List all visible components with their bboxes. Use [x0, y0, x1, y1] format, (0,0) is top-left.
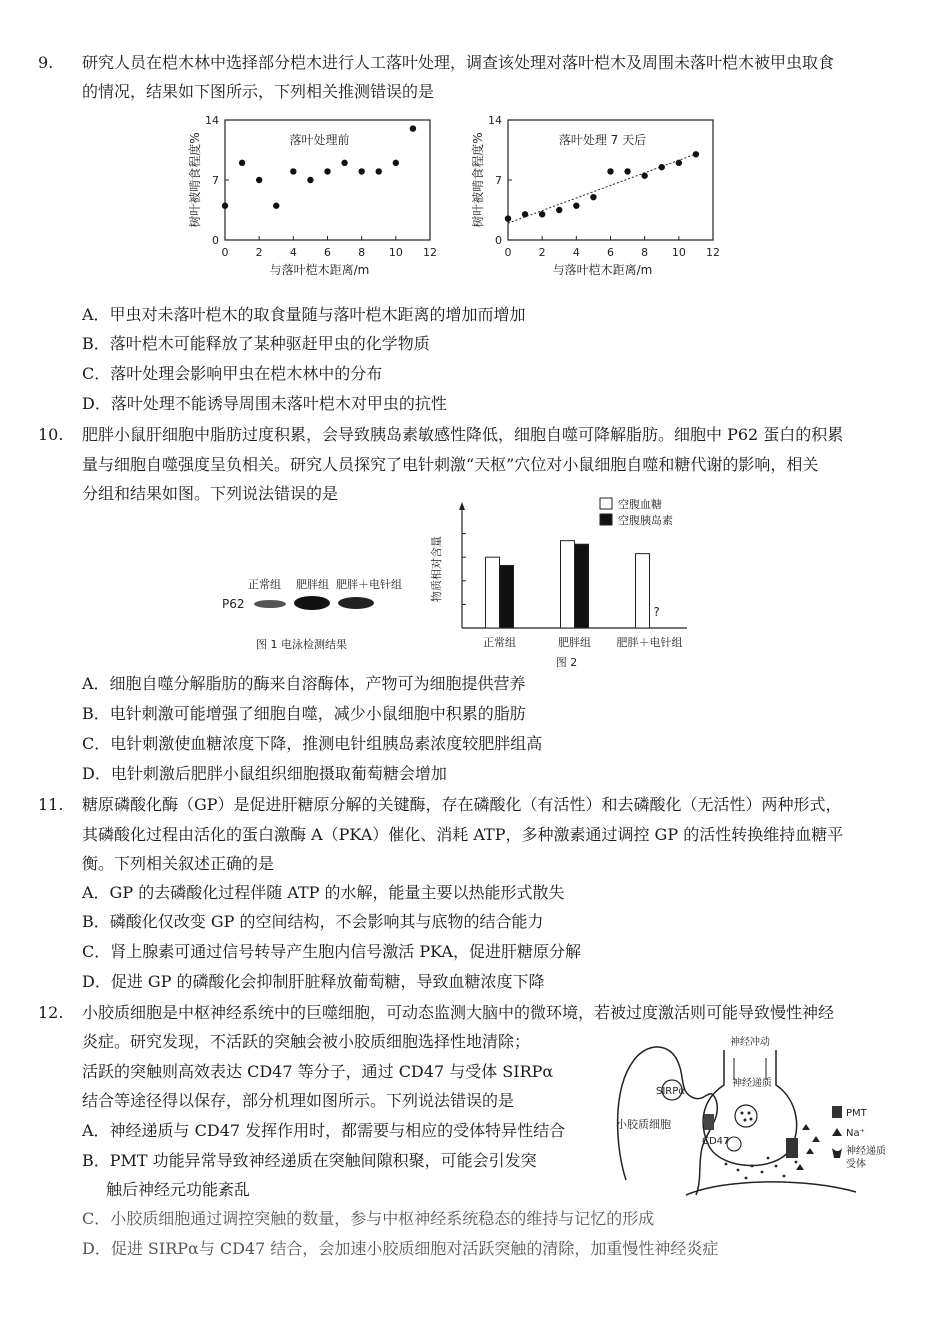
cd47-label: CD47	[702, 1136, 730, 1147]
na-ions	[796, 1124, 820, 1170]
postsynaptic-membrane	[686, 1182, 856, 1195]
q10-option-c: C．电针刺激使血糖浓度下降，推测电针组胰岛素浓度较肥胖组高	[82, 734, 543, 753]
q10-stem-line2: 量与细胞自噬强度呈负相关。研究人员探究了电针刺激“天枢”穴位对小鼠细胞自噬和糖代谢的影响，相关	[82, 455, 819, 474]
data-point	[410, 125, 416, 131]
bar	[500, 565, 514, 628]
bar-annotation: ?	[653, 605, 660, 619]
q9-option-a: A．甲虫对未落叶桤木的取食量随与落叶桤木距离的增加而增加	[82, 305, 526, 324]
data-point	[341, 160, 347, 166]
legend-receptor-icon	[832, 1148, 842, 1158]
x-tick-label: 2	[255, 246, 263, 259]
category-label: 肥胖＋电针组	[616, 636, 683, 649]
x-tick-label: 4	[572, 246, 580, 259]
band-normal	[254, 600, 286, 608]
x-axis-label: 与落叶桤木距离/m	[269, 263, 370, 277]
chart-title: 图 2	[555, 656, 578, 669]
x-tick-label: 6	[607, 246, 614, 259]
chart-title: 落叶处理前	[289, 133, 350, 147]
x-tick-label: 4	[289, 246, 297, 259]
data-point	[307, 177, 313, 183]
legend-receptor: 受体	[846, 1159, 866, 1170]
data-point	[358, 168, 364, 174]
x-tick-label: 10	[671, 246, 686, 259]
legend-swatch	[600, 514, 612, 525]
data-point	[676, 160, 682, 166]
data-point	[222, 203, 228, 209]
legend-na: Na⁺	[846, 1128, 865, 1139]
data-point	[659, 164, 665, 170]
y-tick-label: 14	[205, 114, 219, 127]
q12-option-b-line1: B．PMT 功能异常导致神经递质在突触间隙积聚，可能会引发突	[82, 1151, 537, 1170]
q11-stem-line1: 糖原磷酸化酶（GP）是促进肝糖原分解的关键酶，存在磷酸化（有活性）和去磷酸化（无活性）两种形式，	[82, 795, 842, 814]
data-point	[393, 160, 399, 166]
electrophoresis-figure	[218, 570, 418, 655]
q12-option-c: C．小胶质细胞通过调控突触的数量，参与中枢神经系统稳态的维持与记忆的形成	[82, 1209, 655, 1228]
band-obese	[294, 596, 330, 610]
q9-option-d: D．落叶处理不能诱导周围未落叶桤木对甲虫的抗性	[82, 394, 447, 413]
data-point	[607, 168, 613, 174]
data-point	[256, 177, 262, 183]
bar	[561, 541, 575, 628]
q12-stem-line1: 小胶质细胞是中枢神经系统中的巨噬细胞，可动态监测大脑中的微环境，若被过度激活则可能导致慢性神经	[82, 1003, 835, 1022]
legend-na-icon	[832, 1128, 842, 1136]
q10-option-a: A．细胞自噬分解脂肪的酶来自溶酶体，产物可为细胞提供营养	[82, 674, 526, 693]
x-tick-label: 6	[324, 246, 331, 259]
q9-number: 9.	[38, 53, 54, 72]
bar	[486, 557, 500, 628]
q12-stem-line2: 炎症。研究发现，不活跃的突触会被小胶质细胞选择性地清除；	[82, 1032, 531, 1051]
q12-number: 12.	[38, 1003, 64, 1022]
data-point	[376, 168, 382, 174]
q12-stem-line3: 活跃的突触则高效表达 CD47 等分子，通过 CD47 与受体 SIRPα	[82, 1062, 554, 1081]
fig1-group-normal: 正常组	[248, 578, 281, 591]
y-tick-label: 0	[212, 234, 219, 247]
y-axis-arrow	[459, 502, 465, 510]
legend-pmt: PMT	[846, 1108, 867, 1119]
category-label: 肥胖组	[558, 636, 591, 649]
data-point	[693, 151, 699, 157]
x-tick-label: 12	[706, 246, 720, 259]
fig1-group-obese: 肥胖组	[296, 578, 329, 591]
q12-option-d: D．促进 SIRPα与 CD47 结合，会加速小胶质细胞对活跃突触的清除，加重慢性神经炎症	[82, 1239, 719, 1258]
x-tick-label: 0	[504, 246, 512, 259]
q11-number: 11.	[38, 795, 64, 814]
band-obese-ea	[338, 597, 374, 609]
legend-label: 空腹血糖	[618, 498, 662, 511]
q10-stem-line3: 分组和结果如图。下列说法错误的是	[82, 484, 339, 503]
y-axis-label: 树叶被啃食程度%	[471, 132, 485, 228]
x-tick-label: 2	[538, 246, 546, 259]
q10-number: 10.	[38, 425, 64, 444]
bar-chart-fig2	[428, 492, 703, 670]
legend-transmitter: 神经递质	[846, 1146, 886, 1157]
data-point	[505, 215, 511, 221]
q9-option-b: B．落叶桤木可能释放了某种驱赶甲虫的化学物质	[82, 334, 430, 353]
synapse-figure	[606, 1030, 902, 1200]
scatter-before	[185, 108, 450, 288]
data-point	[290, 168, 296, 174]
data-point	[324, 168, 330, 174]
cd47-molecule	[704, 1114, 714, 1130]
data-point	[239, 160, 245, 166]
q11-stem-line2: 其磷酸化过程由活化的蛋白激酶 A（PKA）催化、消耗 ATP，多种激素通过调控 GP 的活性转换维持血糖平	[82, 825, 844, 844]
y-tick-label: 14	[488, 114, 502, 127]
x-tick-label: 0	[221, 246, 229, 259]
y-axis-label: 物质相对含量	[430, 536, 443, 602]
category-label: 正常组	[483, 636, 516, 649]
data-point	[641, 173, 647, 179]
transmitter-label: 神经递质	[732, 1078, 772, 1089]
data-point	[273, 203, 279, 209]
x-axis-label: 与落叶桤木距离/m	[552, 263, 653, 277]
legend-swatch	[600, 498, 612, 509]
x-tick-label: 12	[423, 246, 437, 259]
q12-option-a: A．神经递质与 CD47 发挥作用时，都需要与相应的受体特异性结合	[82, 1121, 566, 1140]
data-point	[590, 194, 596, 200]
q11-option-c: C．肾上腺素可通过信号转导产生胞内信号激活 PKA，促进肝糖原分解	[82, 942, 581, 961]
legend-label: 空腹胰岛素	[618, 514, 673, 527]
data-point	[556, 207, 562, 213]
chart-title: 落叶处理 7 天后	[558, 133, 647, 147]
q11-option-d: D．促进 GP 的磷酸化会抑制肝脏释放葡萄糖，导致血糖浓度下降	[82, 972, 545, 991]
trend-line	[508, 154, 696, 223]
q9-stem-line2: 的情况，结果如下图所示，下列相关推测错误的是	[82, 82, 435, 101]
q10-option-b: B．电针刺激可能增强了细胞自噬，减少小鼠细胞中积累的脂肪	[82, 704, 526, 723]
data-point	[624, 168, 630, 174]
bar	[636, 554, 650, 628]
q11-option-b: B．磷酸化仅改变 GP 的空间结构，不会影响其与底物的结合能力	[82, 912, 544, 931]
pmt-transporter	[786, 1138, 798, 1158]
q11-stem-line3: 衡。下列相关叙述正确的是	[82, 854, 275, 873]
x-tick-label: 8	[358, 246, 366, 259]
fig1-caption: 图 1 电泳检测结果	[256, 638, 347, 651]
fig1-group-obese-ea: 肥胖＋电针组	[336, 578, 402, 591]
legend-pmt-icon	[832, 1106, 842, 1118]
transmitter-dots	[725, 1157, 798, 1180]
vesicle	[735, 1105, 757, 1127]
q10-option-d: D．电针刺激后肥胖小鼠组织细胞摄取葡萄糖会增加	[82, 764, 447, 783]
data-point	[539, 211, 545, 217]
x-tick-label: 8	[641, 246, 649, 259]
x-tick-label: 10	[388, 246, 403, 259]
y-tick-label: 7	[495, 174, 502, 187]
y-tick-label: 7	[212, 174, 219, 187]
microglia-label: 小胶质细胞	[616, 1118, 671, 1131]
bar	[575, 544, 589, 628]
y-axis-label: 树叶被啃食程度%	[188, 132, 202, 228]
q9-option-c: C．落叶处理会影响甲虫在桤木林中的分布	[82, 364, 383, 383]
q10-stem-line1: 肥胖小鼠肝细胞中脂肪过度积累，会导致胰岛素敏感性降低，细胞自噬可降解脂肪。细胞中 P62 蛋白的积累	[82, 425, 844, 444]
data-point	[522, 211, 528, 217]
scatter-after	[468, 108, 733, 288]
q9-stem-line1: 研究人员在桤木林中选择部分桤木进行人工落叶处理，调查该处理对落叶桤木及周围未落叶桤木被甲虫取食	[82, 53, 835, 72]
q11-option-a: A．GP 的去磷酸化过程伴随 ATP 的水解，能量主要以热能形式散失	[82, 883, 565, 902]
data-point	[573, 203, 579, 209]
q12-option-b-line2: 触后神经元功能紊乱	[106, 1180, 251, 1199]
sirp-label: SIRPα	[656, 1086, 685, 1097]
fig1-row-label: P62	[222, 597, 245, 611]
impulse-label: 神经冲动	[730, 1037, 770, 1048]
y-tick-label: 0	[495, 234, 502, 247]
q12-stem-line4: 结合等途径得以保存，部分机理如图所示。下列说法错误的是	[82, 1091, 515, 1110]
